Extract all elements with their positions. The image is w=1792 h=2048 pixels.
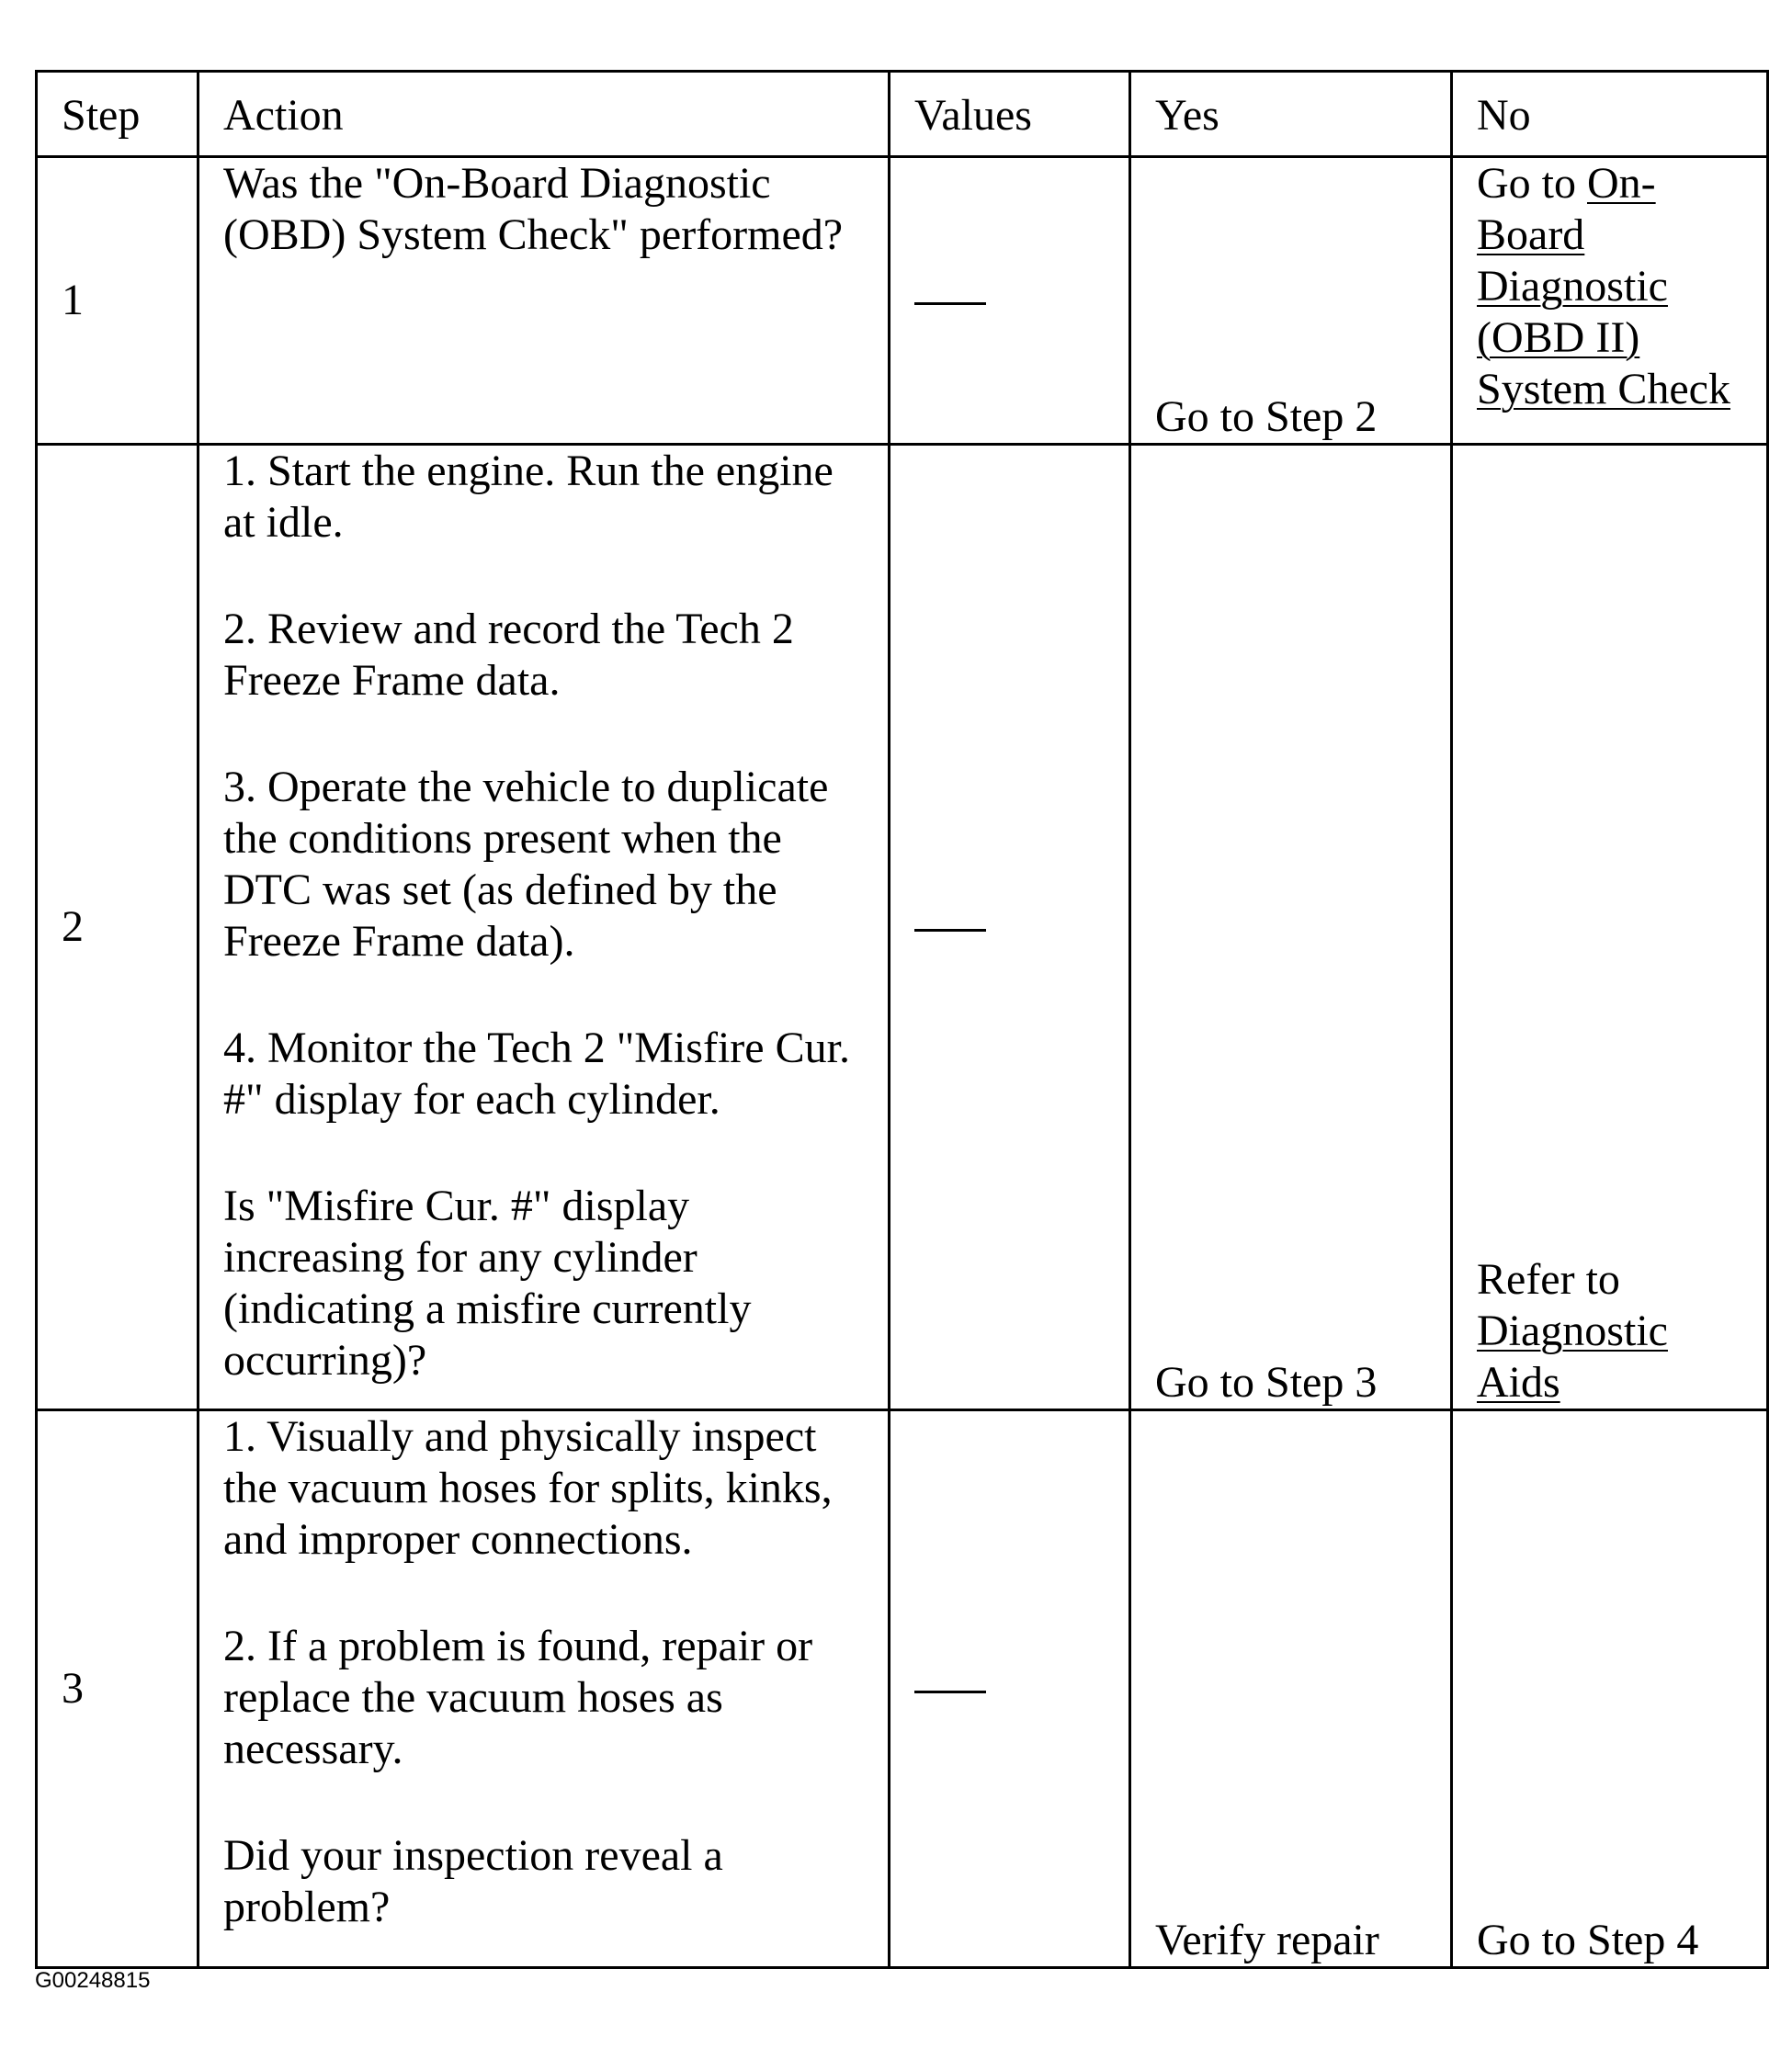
action-text: 4. Monitor the Tech 2 "Misfire Cur. #" display for each cylinder. [223, 1024, 850, 1124]
action-cell [198, 157, 890, 445]
yes-cell: Go to Step 2 [1130, 157, 1452, 445]
values-dash [914, 1691, 986, 1693]
values-cell [890, 1410, 1130, 1968]
values-dash [914, 302, 986, 305]
action-text: 1. Start the engine. Run the engine at idle. [223, 447, 834, 547]
action-text: 3. Operate the vehicle to duplicate the conditions present when the DTC was set (as defined by the Freeze Frame data). [223, 763, 829, 966]
header-yes: Yes [1130, 72, 1452, 157]
step-number: 1 [37, 157, 198, 445]
no-text: Refer to [1477, 1255, 1620, 1304]
table-row-step-1 [37, 157, 1768, 445]
action-text: Was the "On-Board Diagnostic (OBD) System Check" performed? [223, 159, 844, 259]
diagnostic-table [35, 70, 1769, 1969]
action-text: 2. Review and record the Tech 2 Freeze Frame data. [223, 605, 794, 705]
action-cell [198, 1410, 890, 1968]
action-text: 1. Visually and physically inspect the vacuum hoses for splits, kinks, and improper connections. [223, 1412, 833, 1564]
header-step: Step [37, 72, 198, 157]
table-row-step-2 [37, 445, 1768, 1410]
obd-system-check-link[interactable]: On-Board Diagnostic (OBD II) System Check [1477, 159, 1730, 413]
no-cell [1452, 445, 1768, 1410]
figure-id: G00248815 [35, 1968, 151, 1993]
header-values: Values [890, 72, 1130, 157]
no-text: Go to [1477, 159, 1587, 208]
no-cell [1452, 157, 1768, 445]
values-cell [890, 445, 1130, 1410]
action-text: Is "Misfire Cur. #" display increasing for any cylinder (indicating a misfire currently occurring)? [223, 1182, 752, 1385]
values-cell [890, 157, 1130, 445]
action-text: Did your inspection reveal a problem? [223, 1831, 723, 1931]
header-action: Action [198, 72, 890, 157]
header-row [37, 72, 1768, 157]
step-number: 3 [37, 1410, 198, 1968]
action-text: 2. If a problem is found, repair or replace the vacuum hoses as necessary. [223, 1622, 813, 1773]
yes-cell: Verify repair [1130, 1410, 1452, 1968]
step-number: 2 [37, 445, 198, 1410]
diagnostic-aids-link[interactable]: Diagnostic Aids [1477, 1307, 1668, 1407]
action-cell [198, 445, 890, 1410]
values-dash [914, 929, 986, 932]
yes-cell: Go to Step 3 [1130, 445, 1452, 1410]
header-no: No [1452, 72, 1768, 157]
table-row-step-3 [37, 1410, 1768, 1968]
no-cell: Go to Step 4 [1452, 1410, 1768, 1968]
